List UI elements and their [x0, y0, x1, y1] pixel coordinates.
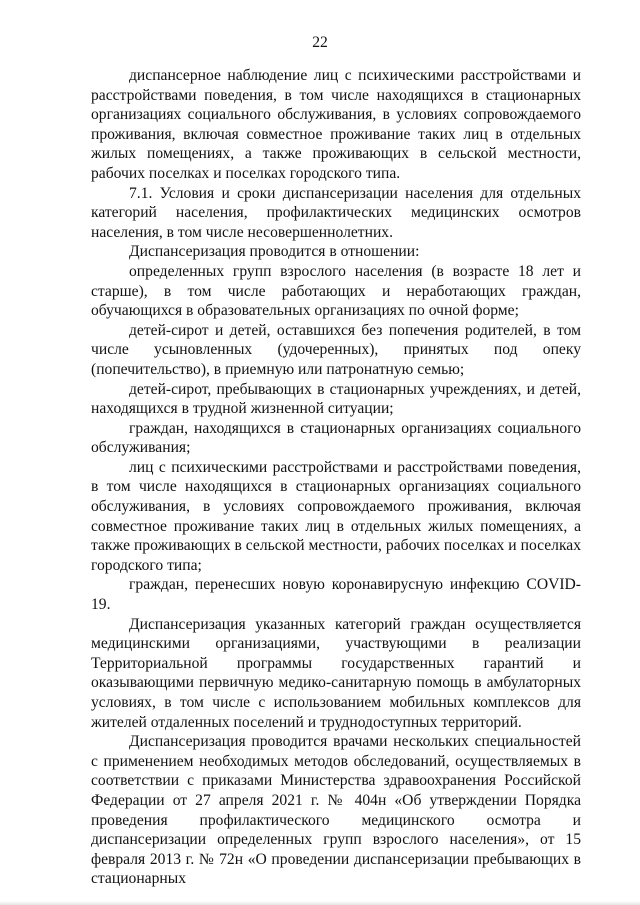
document-body	[91, 66, 581, 889]
section-heading: 7.1. Условия и сроки диспансеризации населения для отдельных категорий населения, профилактических медицинских осмотров населения, в том числе несовершеннолетних.	[91, 184, 581, 241]
scan-edge	[0, 901, 640, 905]
page-number: 22	[312, 34, 328, 51]
paragraph: Диспансеризация указанных категорий граждан осуществляется медицинскими организациями, участвующими в реализации Территориальной программы государственных гарантий и оказывающими первичную медико-санитарную помощь в амбулаторных условиях, в том числе с использованием мобильных комплексов для жителей отдаленных поселений и труднодоступных территорий.	[91, 615, 581, 731]
list-item: граждан, перенесших новую коронавирусную инфекцию COVID-19.	[91, 576, 581, 614]
list-item: граждан, находящихся в стационарных организациях социального обслуживания;	[91, 419, 581, 457]
paragraph: Диспансеризация проводится в отношении:	[129, 243, 420, 261]
list-item: детей-сирот и детей, оставшихся без попечения родителей, в том числе усыновленных (удочеренных), принятых под опеку (попечительство), в приемную или патронатную семью;	[91, 321, 581, 378]
list-item: лиц с психическими расстройствами и расстройствами поведения, в том числе находящихся в стационарных организациях социального обслуживания, в условиях сопровождаемого проживания, включая совместное проживание таких лиц в отдельных жилых помещениях, а также проживающих в сельской местности, рабочих поселках и поселках городского типа;	[91, 458, 581, 574]
paragraph: диспансерное наблюдение лиц с психическими расстройствами и расстройствами поведения, в том числе находящихся в стационарных организациях социального обслуживания, в условиях сопровождаемого проживания, включая совместное проживание таких лиц в отдельных жилых помещениях, а также проживающих в сельской местности, рабочих поселках и поселках городского типа.	[91, 67, 581, 182]
list-item: определенных групп взрослого населения (в возрасте 18 лет и старше), в том числе работающих и неработающих граждан, обучающихся в образовательных организациях по очной форме;	[91, 262, 581, 320]
list-item: детей-сирот, пребывающих в стационарных учреждениях, и детей, находящихся в трудной жизненной ситуации;	[91, 380, 581, 418]
paragraph: Диспансеризация проводится врачами нескольких специальностей с применением необходимых методов обследований, осуществляемых в соответствии с приказами Министерства здравоохранения Российской Федерации от 27 апреля 2021 г. № 404н «Об утверждении Порядка проведения профилактического медицинского осмотра и диспансеризации определенных групп взрослого населения», от 15 февраля 2013 г. № 72н «О проведении диспансеризации пребывающих в стационарных	[91, 733, 581, 888]
